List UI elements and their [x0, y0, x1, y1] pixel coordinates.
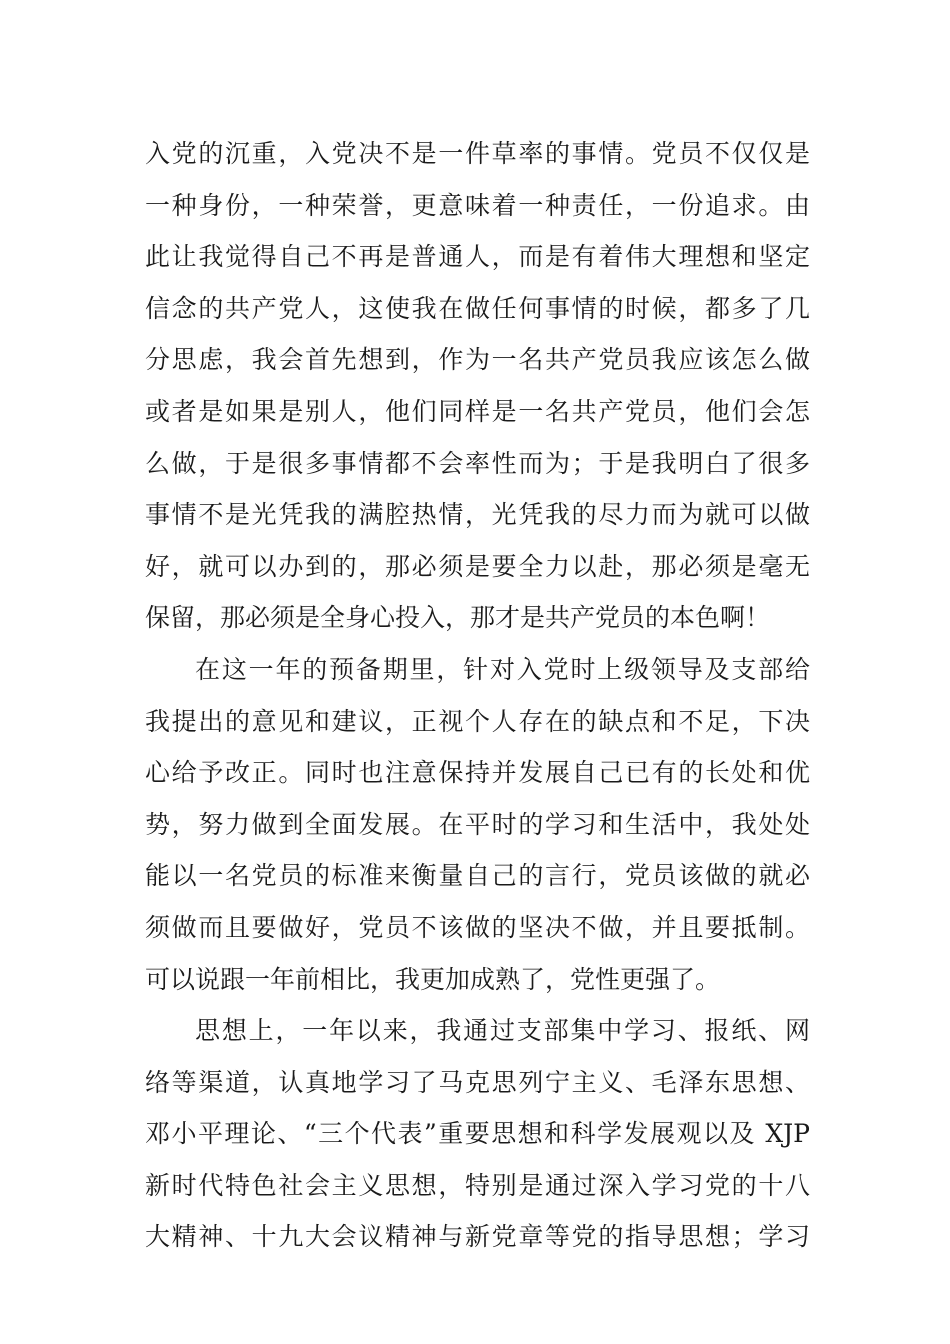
- text-line: 入党的沉重，入党决不是一件草率的事情。党员不仅仅是: [145, 139, 810, 168]
- text-line: 络等渠道，认真地学习了马克思列宁主义、毛泽东思想、: [145, 1067, 810, 1097]
- text-line: 或者是如果是别人，他们同样是一名共产党员，他们会怎: [145, 396, 810, 426]
- text-line: 分思虑，我会首先想到，作为一名共产党员我应该怎么做: [145, 345, 810, 375]
- text-line: 势，努力做到全面发展。在平时的学习和生活中，我处处: [145, 809, 810, 839]
- text-line: 么做，于是很多事情都不会率性而为；于是我明白了很多: [145, 448, 810, 478]
- text-line: 须做而且要做好，党员不该做的坚决不做，并且要抵制。: [145, 912, 810, 942]
- text-line: 新时代特色社会主义思想，特别是通过深入学习党的十八: [145, 1170, 810, 1200]
- text-line: 事情不是光凭我的满腔热情，光凭我的尽力而为就可以做: [145, 500, 810, 530]
- paragraph-first-line: 思想上，一年以来，我通过支部集中学习、报纸、网: [195, 1016, 810, 1046]
- text-line: 邓小平理论、“三个代表”重要思想和科学发展观以及 XJP: [145, 1119, 810, 1149]
- text-line: 信念的共产党人，这使我在做任何事情的时候，都多了几: [145, 293, 810, 323]
- text-line: 我提出的意见和建议，正视个人存在的缺点和不足，下决: [145, 706, 810, 736]
- text-line: 大精神、十九大会议精神与新党章等党的指导思想；学习: [145, 1222, 810, 1252]
- text-line: 好，就可以办到的，那必须是要全力以赴，那必须是毫无: [145, 551, 810, 581]
- paragraph-first-line: 在这一年的预备期里，针对入党时上级领导及支部给: [195, 654, 810, 684]
- document-body: [145, 128, 810, 1263]
- paragraph-end-line: 保留，那必须是全身心投入，那才是共产党员的本色啊！: [145, 603, 771, 633]
- text-line: 能以一名党员的标准来衡量自己的言行，党员该做的就必: [145, 861, 810, 891]
- text-line: 此让我觉得自己不再是普通人，而是有着伟大理想和坚定: [145, 242, 810, 272]
- text-line: 心给予改正。同时也注意保持并发展自己已有的长处和优: [145, 758, 810, 788]
- paragraph-end-line: 可以说跟一年前相比，我更加成熟了，党性更强了。: [145, 964, 721, 994]
- text-line: 一种身份，一种荣誉，更意味着一种责任，一份追求。由: [145, 190, 810, 220]
